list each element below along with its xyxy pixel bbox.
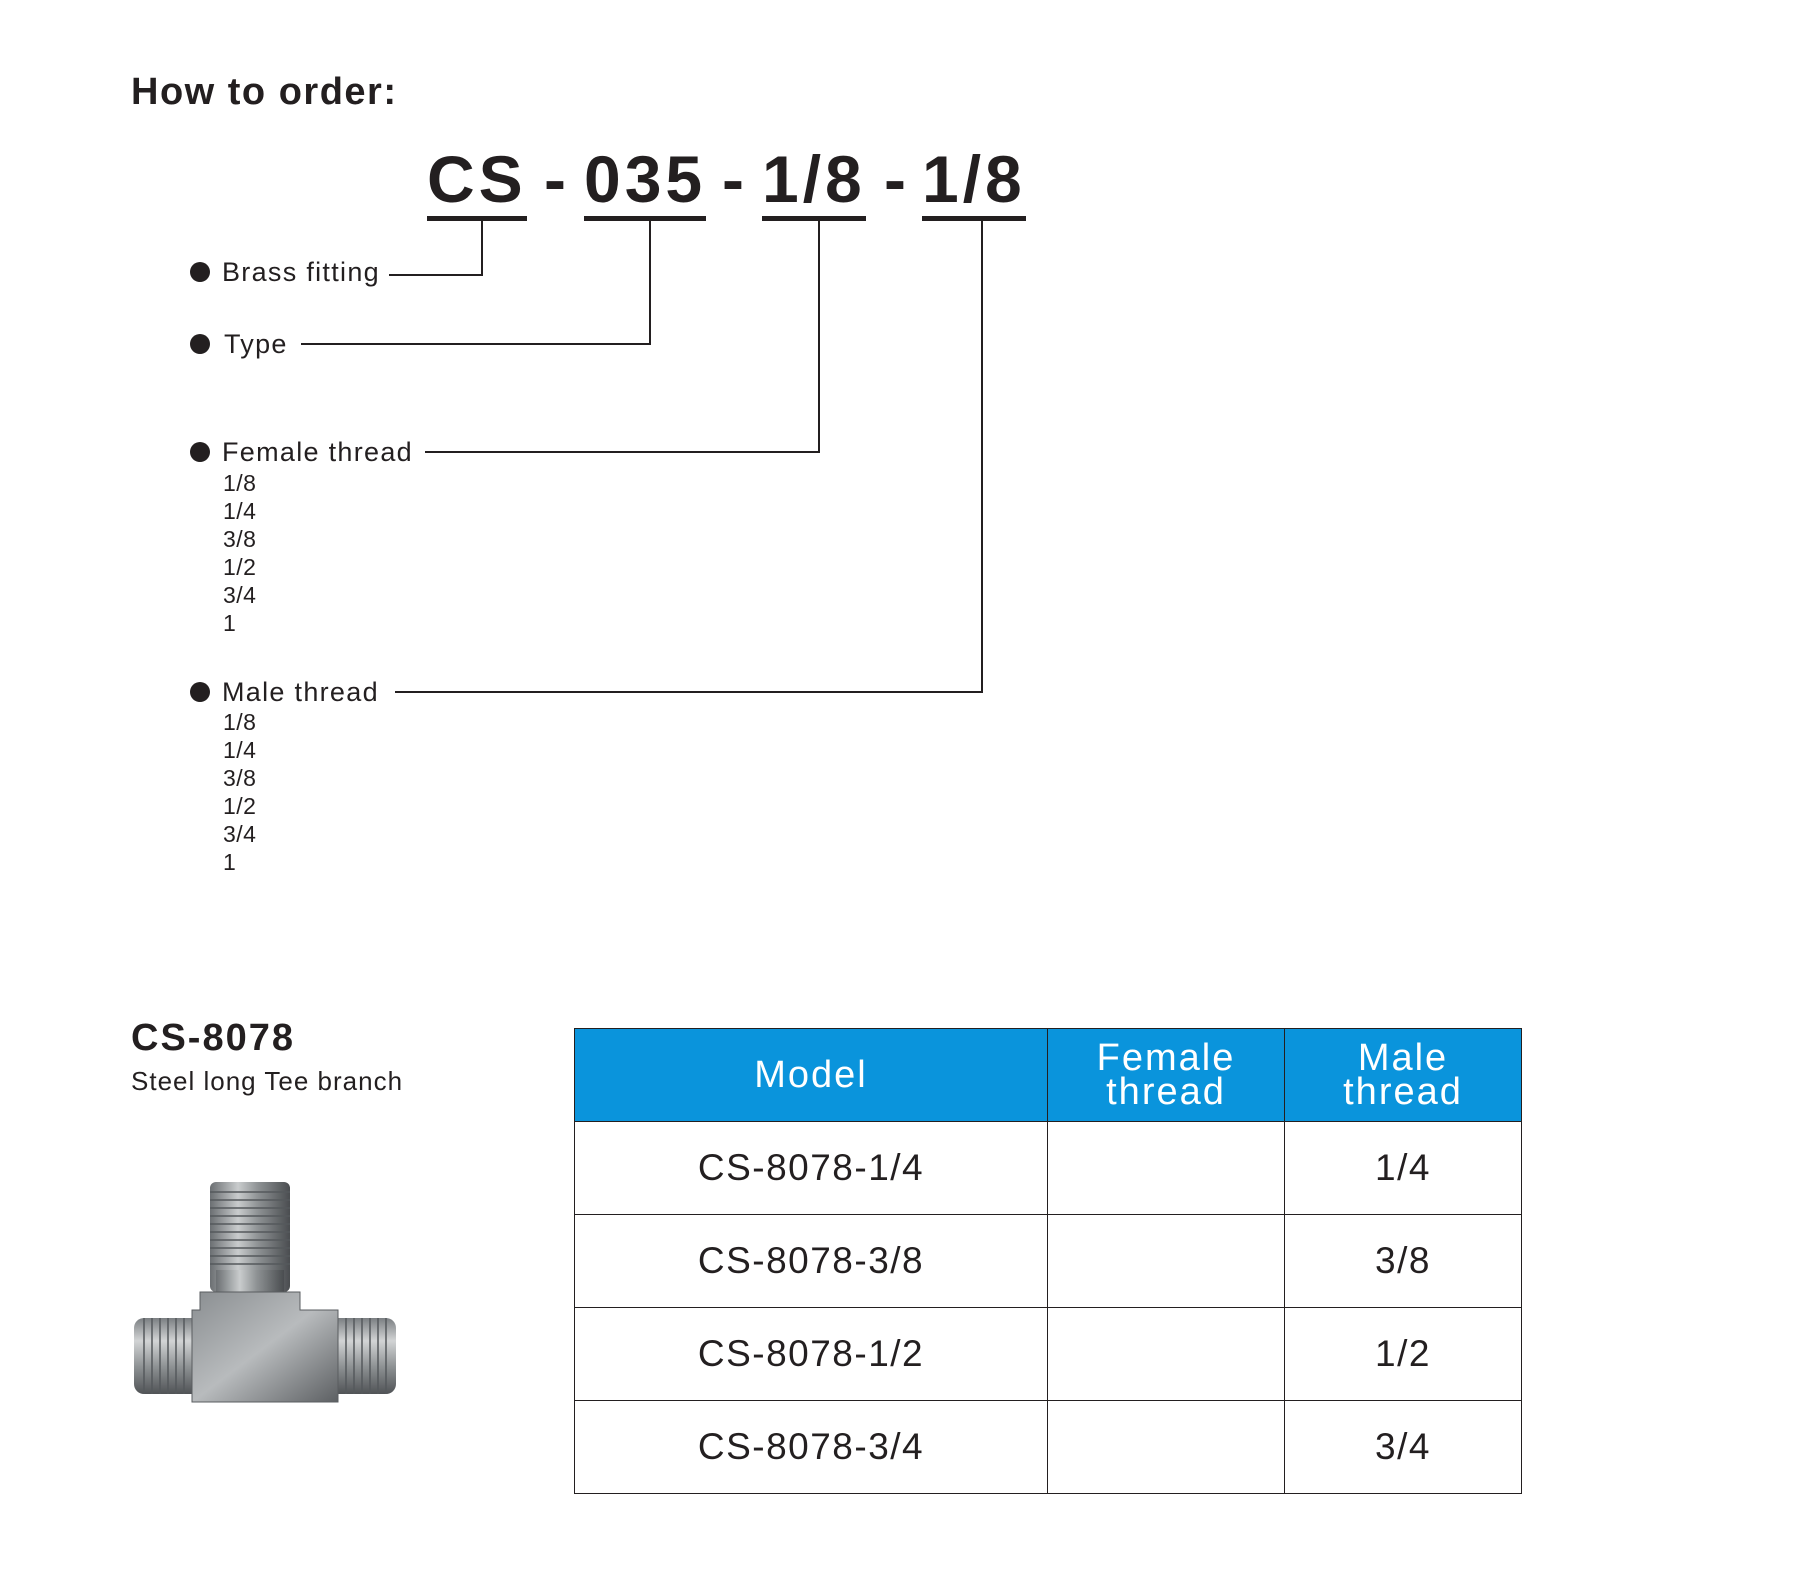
bullet-icon [190, 442, 210, 462]
cell-model: CS-8078-3/8 [575, 1215, 1048, 1308]
bullet-icon [190, 682, 210, 702]
product-code: CS-8078 [131, 1017, 295, 1059]
cell-male-thread: 1/4 [1285, 1122, 1522, 1215]
option-item: 3/8 [223, 526, 257, 552]
cell-female-thread [1048, 1122, 1285, 1215]
bullet-icon [190, 334, 210, 354]
connector-brass-fitting [389, 218, 482, 275]
code-part-male-thread: 1/8 [922, 140, 1026, 218]
cell-female-thread [1048, 1215, 1285, 1308]
code-separator: - [544, 142, 566, 216]
table-header-row [575, 1029, 1522, 1122]
cell-male-thread: 3/4 [1285, 1401, 1522, 1494]
code-part-series: CS [427, 140, 527, 218]
spec-table [574, 1028, 1522, 1494]
header-model: Model [575, 1029, 1048, 1122]
option-item: 1/2 [223, 793, 257, 819]
option-item: 1 [223, 849, 237, 875]
male-thread-options [223, 708, 256, 876]
table-row [575, 1308, 1522, 1401]
option-item: 1/4 [223, 737, 257, 763]
header-male-thread: Male thread [1285, 1029, 1522, 1122]
female-thread-options [223, 469, 256, 637]
field-label-type: Type [224, 329, 288, 359]
header-female-thread: Female thread [1048, 1029, 1285, 1122]
steel-tee-fitting-icon [130, 1170, 400, 1420]
option-item: 1 [223, 610, 237, 636]
connector-female-thread [425, 218, 819, 452]
option-item: 1/8 [223, 709, 257, 735]
cell-model: CS-8078-3/4 [575, 1401, 1048, 1494]
cell-male-thread: 1/2 [1285, 1308, 1522, 1401]
code-part-female-thread: 1/8 [762, 140, 866, 218]
option-item: 3/4 [223, 582, 257, 608]
field-label-male-thread: Male thread [222, 677, 379, 707]
field-label-female-thread: Female thread [222, 437, 413, 467]
connector-male-thread [395, 218, 982, 692]
cell-female-thread [1048, 1401, 1285, 1494]
cell-female-thread [1048, 1308, 1285, 1401]
table-row [575, 1122, 1522, 1215]
bullet-icon [190, 262, 210, 282]
option-item: 3/4 [223, 821, 257, 847]
code-separator: - [884, 142, 906, 216]
option-item: 1/8 [223, 470, 257, 496]
code-separator: - [722, 142, 744, 216]
option-item: 3/8 [223, 765, 257, 791]
product-name: Steel long Tee branch [131, 1066, 404, 1096]
code-part-type: 035 [584, 140, 706, 218]
cell-model: CS-8078-1/4 [575, 1122, 1048, 1215]
cell-male-thread: 3/8 [1285, 1215, 1522, 1308]
table-row [575, 1215, 1522, 1308]
option-item: 1/2 [223, 554, 257, 580]
field-label-brass-fitting: Brass fitting [222, 257, 380, 287]
how-to-order-title: How to order: [131, 71, 398, 113]
option-item: 1/4 [223, 498, 257, 524]
table-row [575, 1401, 1522, 1494]
cell-model: CS-8078-1/2 [575, 1308, 1048, 1401]
